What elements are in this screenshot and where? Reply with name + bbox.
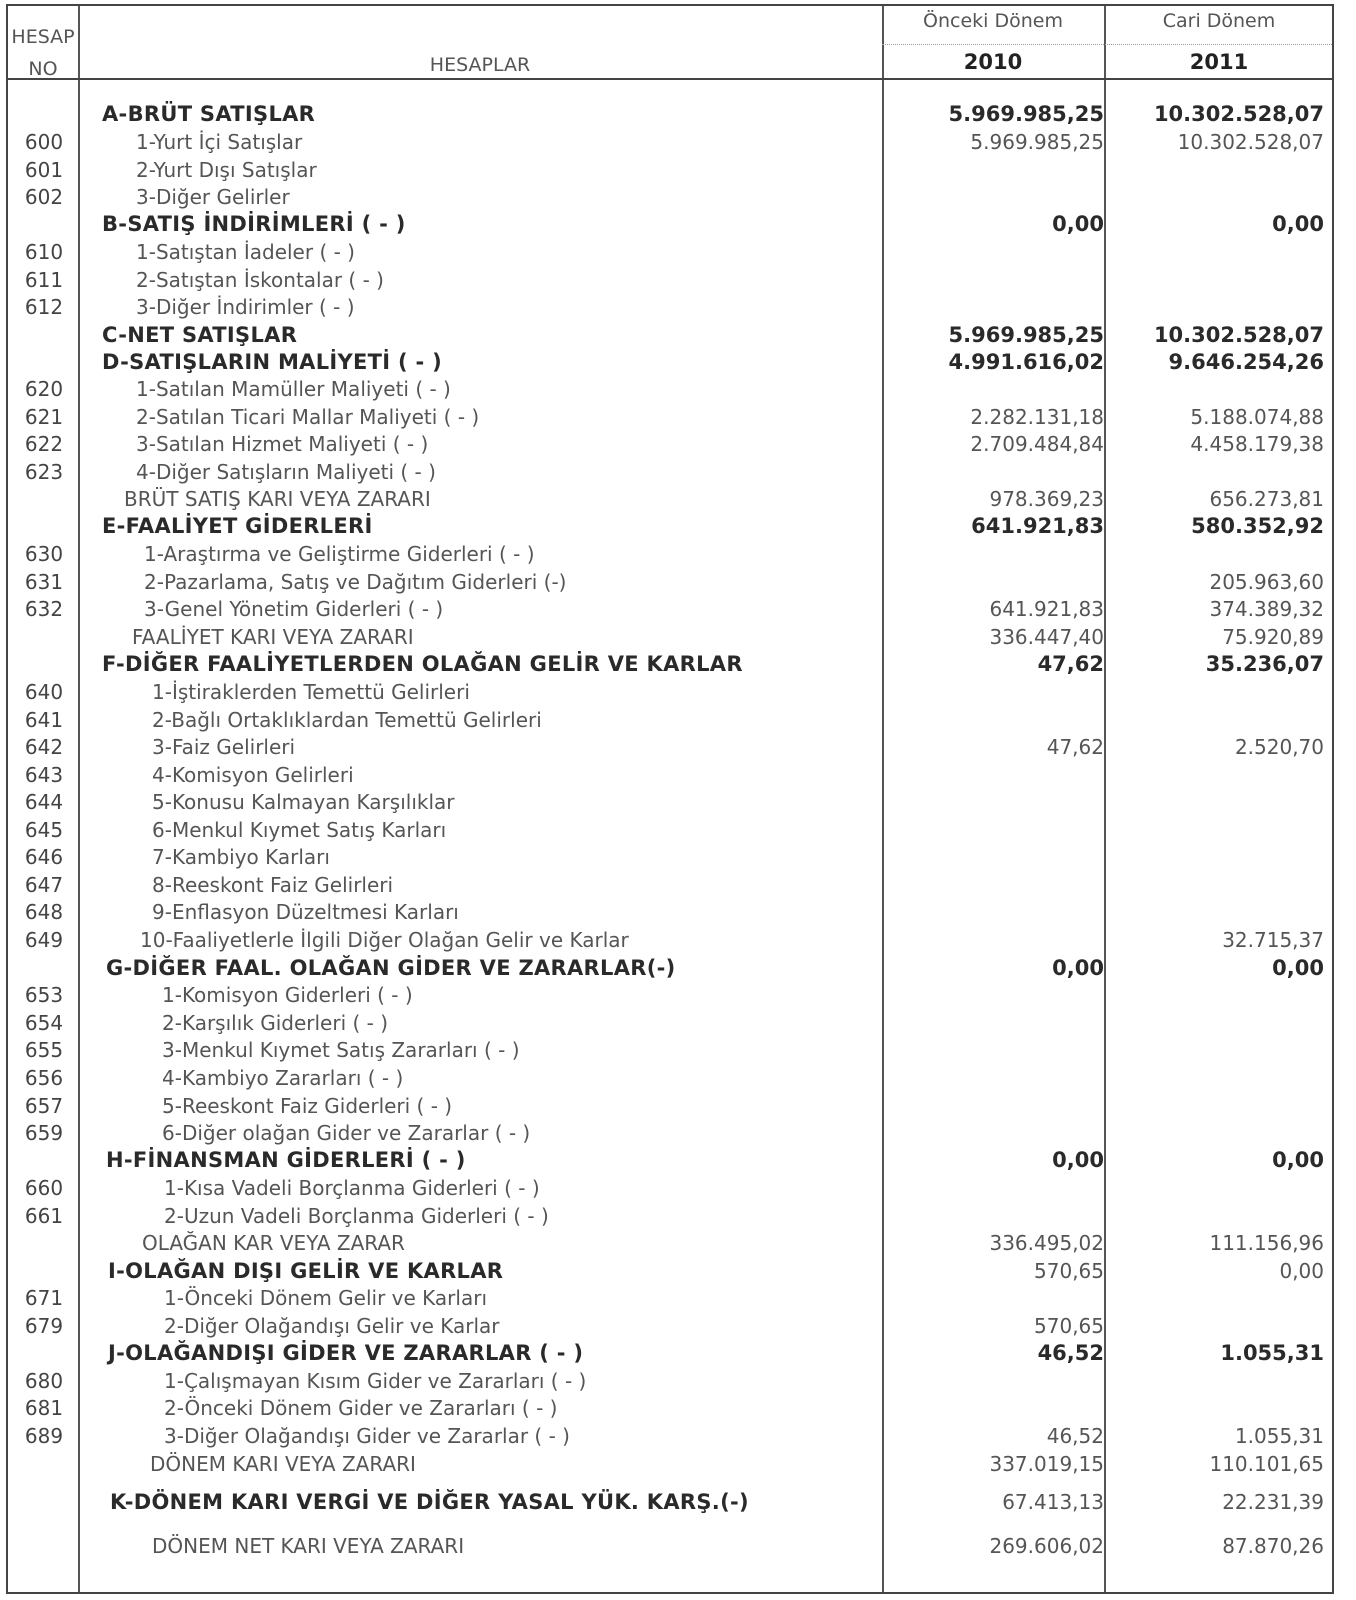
value-2011: 0,00 bbox=[1272, 956, 1324, 980]
table-row bbox=[8, 871, 1332, 899]
account-code: 647 bbox=[24, 873, 64, 897]
account-label: I-OLAĞAN DIŞI GELİR VE KARLAR bbox=[108, 1259, 504, 1283]
table-row bbox=[8, 512, 1332, 540]
account-code: 602 bbox=[24, 185, 64, 209]
account-label: D-SATIŞLARIN MALİYETİ ( - ) bbox=[102, 350, 443, 374]
table-row bbox=[8, 1036, 1332, 1064]
table-row bbox=[8, 926, 1332, 954]
account-label: C-NET SATIŞLAR bbox=[102, 323, 298, 347]
account-code: 620 bbox=[24, 377, 64, 401]
header-current-period: Cari Dönem bbox=[1162, 10, 1276, 32]
value-2011: 205.963,60 bbox=[1209, 570, 1324, 594]
value-2010: 5.969.985,25 bbox=[948, 323, 1104, 347]
account-label: 7-Kambiyo Karları bbox=[152, 845, 330, 869]
account-code: 648 bbox=[24, 900, 64, 924]
header-dotted-divider bbox=[882, 44, 1332, 45]
account-code: 679 bbox=[24, 1314, 64, 1338]
value-2010: 269.606,02 bbox=[989, 1534, 1104, 1558]
table-row bbox=[8, 458, 1332, 486]
account-label: J-OLAĞANDIŞI GİDER VE ZARARLAR ( - ) bbox=[108, 1341, 584, 1365]
account-code: 659 bbox=[24, 1121, 64, 1145]
value-2010: 336.447,40 bbox=[989, 625, 1104, 649]
account-code: 632 bbox=[24, 597, 64, 621]
value-2010: 5.969.985,25 bbox=[948, 102, 1104, 126]
account-label: 1-Satılan Mamüller Maliyeti ( - ) bbox=[136, 377, 451, 401]
value-2011: 10.302.528,07 bbox=[1153, 323, 1324, 347]
table-row bbox=[8, 128, 1332, 156]
value-2011: 32.715,37 bbox=[1222, 928, 1324, 952]
table-row bbox=[8, 1312, 1332, 1340]
account-code: 689 bbox=[24, 1424, 64, 1448]
account-label: OLAĞAN KAR VEYA ZARAR bbox=[142, 1231, 405, 1255]
account-label: 3-Diğer İndirimler ( - ) bbox=[136, 295, 355, 319]
account-label: 2-Yurt Dışı Satışlar bbox=[136, 158, 317, 182]
account-code: 671 bbox=[24, 1286, 64, 1310]
account-label: 2-Diğer Olağandışı Gelir ve Karlar bbox=[164, 1314, 500, 1338]
account-label: DÖNEM NET KARI VEYA ZARARI bbox=[152, 1534, 465, 1558]
account-code: 631 bbox=[24, 570, 64, 594]
account-label: 4-Diğer Satışların Maliyeti ( - ) bbox=[136, 460, 436, 484]
header-hesap: HESAP bbox=[11, 26, 75, 48]
account-code: 645 bbox=[24, 818, 64, 842]
table-row bbox=[8, 540, 1332, 568]
account-label: 3-Genel Yönetim Giderleri ( - ) bbox=[144, 597, 444, 621]
value-2011: 87.870,26 bbox=[1222, 1534, 1324, 1558]
value-2010: 978.369,23 bbox=[989, 487, 1104, 511]
table-row bbox=[8, 1450, 1332, 1478]
table-row bbox=[8, 485, 1332, 513]
value-2011: 4.458.179,38 bbox=[1190, 432, 1324, 456]
account-code: 657 bbox=[24, 1094, 64, 1118]
account-code: 611 bbox=[24, 268, 64, 292]
table-row bbox=[8, 733, 1332, 761]
header-previous-period: Önceki Dönem bbox=[923, 10, 1063, 32]
account-label: 4-Kambiyo Zararları ( - ) bbox=[162, 1066, 404, 1090]
value-2010: 46,52 bbox=[1046, 1424, 1104, 1448]
table-row bbox=[8, 1009, 1332, 1037]
account-code: 661 bbox=[24, 1204, 64, 1228]
account-code: 656 bbox=[24, 1066, 64, 1090]
account-code: 660 bbox=[24, 1176, 64, 1200]
account-label: 3-Diğer Olağandışı Gider ve Zararlar ( - ) bbox=[164, 1424, 570, 1448]
table-row bbox=[8, 321, 1332, 349]
account-label: 1-Komisyon Giderleri ( - ) bbox=[162, 983, 413, 1007]
table-row bbox=[8, 706, 1332, 734]
table-row bbox=[8, 430, 1332, 458]
account-label: 3-Faiz Gelirleri bbox=[152, 735, 296, 759]
account-code: 646 bbox=[24, 845, 64, 869]
value-2011: 5.188.074,88 bbox=[1190, 405, 1324, 429]
account-label: H-FİNANSMAN GİDERLERİ ( - ) bbox=[106, 1148, 466, 1172]
account-label: 2-Uzun Vadeli Borçlanma Giderleri ( - ) bbox=[164, 1204, 549, 1228]
account-label: 1-Araştırma ve Geliştirme Giderleri ( - ) bbox=[144, 542, 535, 566]
table-row bbox=[8, 678, 1332, 706]
value-2010: 0,00 bbox=[1052, 1148, 1104, 1172]
value-2010: 5.969.985,25 bbox=[970, 130, 1104, 154]
income-statement-table bbox=[6, 4, 1334, 1594]
account-label: 1-Çalışmayan Kısım Gider ve Zararları ( - ) bbox=[164, 1369, 587, 1393]
value-2010: 47,62 bbox=[1037, 652, 1104, 676]
account-code: 612 bbox=[24, 295, 64, 319]
account-code: 680 bbox=[24, 1369, 64, 1393]
table-row bbox=[8, 1119, 1332, 1147]
table-row bbox=[8, 1257, 1332, 1285]
account-label: 5-Reeskont Faiz Giderleri ( - ) bbox=[162, 1094, 453, 1118]
account-code: 601 bbox=[24, 158, 64, 182]
value-2010: 0,00 bbox=[1052, 956, 1104, 980]
value-2011: 35.236,07 bbox=[1205, 652, 1324, 676]
account-code: 621 bbox=[24, 405, 64, 429]
table-row bbox=[8, 1339, 1332, 1367]
table-row bbox=[8, 761, 1332, 789]
value-2010: 570,65 bbox=[1034, 1259, 1104, 1283]
value-2010: 641.921,83 bbox=[971, 514, 1104, 538]
account-label: 6-Menkul Kıymet Satış Karları bbox=[152, 818, 447, 842]
table-row bbox=[8, 1229, 1332, 1257]
table-row bbox=[8, 623, 1332, 651]
header-divider bbox=[8, 78, 1332, 80]
account-code: 642 bbox=[24, 735, 64, 759]
value-2010: 336.495,02 bbox=[989, 1231, 1104, 1255]
account-label: 1-Yurt İçi Satışlar bbox=[136, 130, 303, 154]
account-label: E-FAALİYET GİDERLERİ bbox=[102, 514, 373, 538]
value-2011: 0,00 bbox=[1272, 1148, 1324, 1172]
account-label: 3-Satılan Hizmet Maliyeti ( - ) bbox=[136, 432, 429, 456]
value-2010: 0,00 bbox=[1052, 212, 1104, 236]
table-row bbox=[8, 1488, 1332, 1516]
table-row bbox=[8, 1532, 1332, 1560]
table-row bbox=[8, 1092, 1332, 1120]
value-2011: 656.273,81 bbox=[1209, 487, 1324, 511]
account-code: 610 bbox=[24, 240, 64, 264]
account-label: 2-Karşılık Giderleri ( - ) bbox=[162, 1011, 389, 1035]
account-label: K-DÖNEM KARI VERGİ VE DİĞER YASAL YÜK. KARŞ.(-) bbox=[110, 1490, 749, 1514]
header-year-2010: 2010 bbox=[963, 50, 1023, 74]
table-row bbox=[8, 1146, 1332, 1174]
table-row bbox=[8, 1367, 1332, 1395]
table-row bbox=[8, 100, 1332, 128]
account-label: 9-Enflasyon Düzeltmesi Karları bbox=[152, 900, 459, 924]
value-2011: 75.920,89 bbox=[1222, 625, 1324, 649]
table-row bbox=[8, 843, 1332, 871]
table-row bbox=[8, 1284, 1332, 1312]
value-2010: 46,52 bbox=[1037, 1341, 1104, 1365]
value-2010: 4.991.616,02 bbox=[948, 350, 1104, 374]
value-2011: 374.389,32 bbox=[1209, 597, 1324, 621]
value-2011: 580.352,92 bbox=[1191, 514, 1324, 538]
account-label: BRÜT SATIŞ KARI VEYA ZARARI bbox=[124, 487, 431, 511]
account-code: 641 bbox=[24, 708, 64, 732]
account-label: FAALİYET KARI VEYA ZARARI bbox=[132, 625, 414, 649]
table-row bbox=[8, 1202, 1332, 1230]
account-label: 2-Önceki Dönem Gider ve Zararları ( - ) bbox=[164, 1396, 558, 1420]
value-2011: 9.646.254,26 bbox=[1168, 350, 1324, 374]
table-row bbox=[8, 1422, 1332, 1450]
table-row bbox=[8, 898, 1332, 926]
value-2011: 0,00 bbox=[1279, 1259, 1324, 1283]
value-2010: 47,62 bbox=[1046, 735, 1104, 759]
value-2010: 337.019,15 bbox=[989, 1452, 1104, 1476]
value-2010: 570,65 bbox=[1034, 1314, 1104, 1338]
account-label: 3-Diğer Gelirler bbox=[136, 185, 290, 209]
account-label: 5-Konusu Kalmayan Karşılıklar bbox=[152, 790, 455, 814]
value-2011: 1.055,31 bbox=[1234, 1424, 1324, 1448]
account-label: 1-İştiraklerden Temettü Gelirleri bbox=[152, 680, 470, 704]
account-code: 640 bbox=[24, 680, 64, 704]
account-label: DÖNEM KARI VEYA ZARARI bbox=[150, 1452, 416, 1476]
table-row bbox=[8, 788, 1332, 816]
table-row bbox=[8, 348, 1332, 376]
account-code: 681 bbox=[24, 1396, 64, 1420]
account-code: 654 bbox=[24, 1011, 64, 1035]
account-label: 6-Diğer olağan Gider ve Zararlar ( - ) bbox=[162, 1121, 531, 1145]
table-row bbox=[8, 595, 1332, 623]
account-code: 653 bbox=[24, 983, 64, 1007]
value-2010: 641.921,83 bbox=[989, 597, 1104, 621]
account-code: 649 bbox=[24, 928, 64, 952]
table-row bbox=[8, 1394, 1332, 1422]
value-2011: 10.302.528,07 bbox=[1153, 102, 1324, 126]
account-label: 1-Kısa Vadeli Borçlanma Giderleri ( - ) bbox=[164, 1176, 540, 1200]
value-2011: 1.055,31 bbox=[1220, 1341, 1324, 1365]
account-label: 2-Bağlı Ortaklıklardan Temettü Gelirleri bbox=[152, 708, 542, 732]
value-2011: 110.101,65 bbox=[1209, 1452, 1324, 1476]
table-row bbox=[8, 403, 1332, 431]
table-row bbox=[8, 1064, 1332, 1092]
table-row bbox=[8, 568, 1332, 596]
account-label: 10-Faaliyetlerle İlgili Diğer Olağan Gelir ve Karlar bbox=[140, 928, 629, 952]
account-code: 623 bbox=[24, 460, 64, 484]
table-row bbox=[8, 266, 1332, 294]
account-label: 1-Önceki Dönem Gelir ve Karları bbox=[164, 1286, 487, 1310]
value-2011: 0,00 bbox=[1272, 212, 1324, 236]
value-2010: 2.282.131,18 bbox=[970, 405, 1104, 429]
account-label: 2-Satılan Ticari Mallar Maliyeti ( - ) bbox=[136, 405, 480, 429]
account-code: 630 bbox=[24, 542, 64, 566]
value-2011: 10.302.528,07 bbox=[1177, 130, 1324, 154]
value-2011: 111.156,96 bbox=[1209, 1231, 1324, 1255]
table-row bbox=[8, 650, 1332, 678]
table-row bbox=[8, 293, 1332, 321]
account-code: 655 bbox=[24, 1038, 64, 1062]
table-row bbox=[8, 816, 1332, 844]
value-2010: 67.413,13 bbox=[1002, 1490, 1104, 1514]
account-label: G-DİĞER FAAL. OLAĞAN GİDER VE ZARARLAR(-) bbox=[106, 956, 676, 980]
header-no: NO bbox=[28, 58, 58, 80]
account-label: F-DİĞER FAALİYETLERDEN OLAĞAN GELİR VE KARLAR bbox=[102, 652, 743, 676]
header-hesaplar: HESAPLAR bbox=[429, 54, 531, 76]
table-row bbox=[8, 210, 1332, 238]
account-label: 2-Pazarlama, Satış ve Dağıtım Giderleri (-) bbox=[144, 570, 567, 594]
account-code: 643 bbox=[24, 763, 64, 787]
account-label: 1-Satıştan İadeler ( - ) bbox=[136, 240, 355, 264]
value-2011: 22.231,39 bbox=[1222, 1490, 1324, 1514]
table-row bbox=[8, 954, 1332, 982]
header-year-2011: 2011 bbox=[1189, 50, 1249, 74]
account-code: 600 bbox=[24, 130, 64, 154]
value-2011: 2.520,70 bbox=[1234, 735, 1324, 759]
account-code: 622 bbox=[24, 432, 64, 456]
table-row bbox=[8, 981, 1332, 1009]
table-row bbox=[8, 156, 1332, 184]
account-label: 2-Satıştan İskontalar ( - ) bbox=[136, 268, 384, 292]
table-row bbox=[8, 375, 1332, 403]
account-label: B-SATIŞ İNDİRİMLERİ ( - ) bbox=[102, 212, 406, 236]
account-label: 4-Komisyon Gelirleri bbox=[152, 763, 354, 787]
table-row bbox=[8, 238, 1332, 266]
table-row bbox=[8, 183, 1332, 211]
value-2010: 2.709.484,84 bbox=[970, 432, 1104, 456]
account-label: A-BRÜT SATIŞLAR bbox=[102, 102, 316, 126]
account-label: 8-Reeskont Faiz Gelirleri bbox=[152, 873, 394, 897]
table-row bbox=[8, 1174, 1332, 1202]
account-label: 3-Menkul Kıymet Satış Zararları ( - ) bbox=[162, 1038, 520, 1062]
account-code: 644 bbox=[24, 790, 64, 814]
